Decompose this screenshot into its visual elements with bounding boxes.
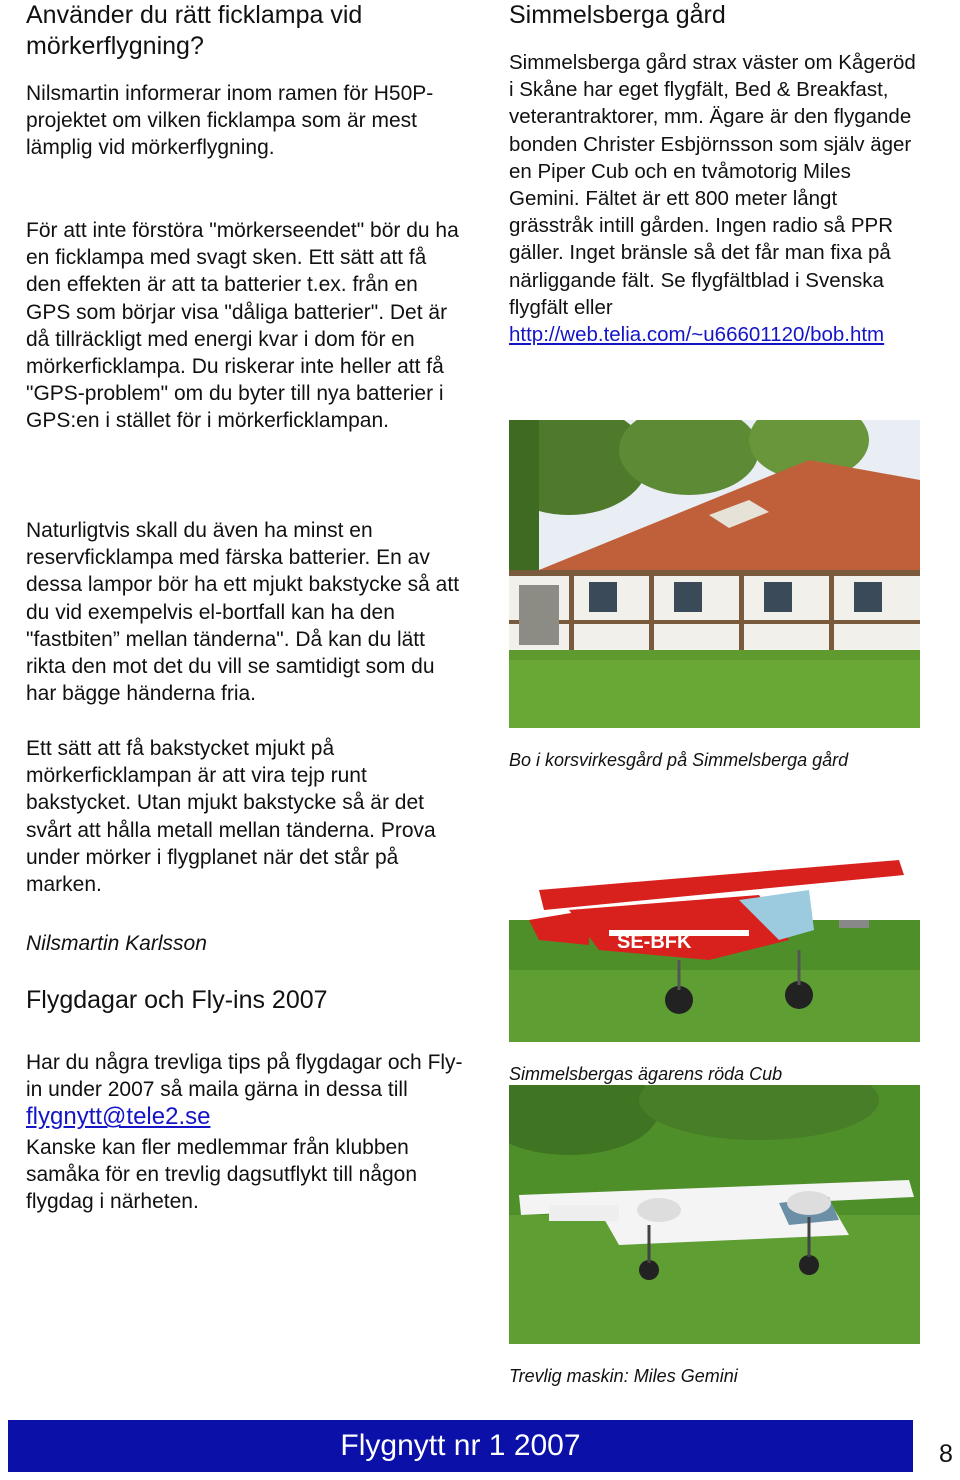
farmhouse-photo bbox=[509, 420, 920, 728]
paragraph-carpool: Kanske kan fler medlemmar från klubben samåka för en trevlig dagsutflykt till någon flygdag i närheten. bbox=[26, 1136, 418, 1214]
article-author: Nilsmartin Karlsson bbox=[26, 932, 207, 955]
caption-farmhouse: Bo i korsvirkesgård på Simmelsberga gård bbox=[509, 750, 849, 770]
farmhouse-illustration bbox=[509, 420, 920, 728]
paragraph-batteries: För att inte förstöra "mörkerseendet" bör du ha en ficklampa med svagt sken. Ett sätt att få den effekten är att ta batterier t.ex. från en GPS som börjar visa "dåliga batterier". Det är då tillräckligt med energi kvar i dom för en mörkerficklampa. Du riskerar inte heller att få "GPS-problem" om du byter till nya batterier i GPS:en i stället för i mörkerficklampan. bbox=[26, 219, 459, 433]
miles-gemini-photo bbox=[509, 1085, 920, 1344]
paragraph-reserve-lamp: Naturligtvis skall du även ha minst en reservficklampa med färska batterier. En av dessa lampor bör ha ett mjukt bakstycke så att du vid exempelvis el-bortfall kan ha den "fastbiten” mellan tänderna". Då kan du lätt rikta den mot det du vill se samtidigt som du har bägge händerna fria. bbox=[26, 519, 460, 706]
paragraph-flydays bbox=[26, 1049, 466, 1132]
article-heading-flydays: Flygdagar och Fly-ins 2007 bbox=[26, 986, 328, 1014]
paragraph-tape-tip: Ett sätt att få bakstycket mjukt på mörkerficklampan är att vira tejp runt bakstycket. Utan mjukt bakstycke så är det svårt att hålla metall mellan tänderna. Prova under mörker i flygplanet när det står på marken. bbox=[26, 737, 436, 897]
caption-miles-gemini: Trevlig maskin: Miles Gemini bbox=[509, 1366, 738, 1386]
article-heading-simmelsberga: Simmelsberga gård bbox=[509, 1, 726, 29]
paragraph-flydays-text: Har du några trevliga tips på flygdagar och Fly-in under 2007 så maila gärna in dessa till bbox=[26, 1051, 463, 1102]
page-number: 8 bbox=[939, 1440, 953, 1468]
caption-red-cub: Simmelsbergas ägarens röda Cub bbox=[509, 1064, 783, 1084]
red-cub-photo bbox=[509, 770, 920, 1042]
footer-banner: Flygnytt nr 1 2007 bbox=[8, 1420, 913, 1472]
red-cub-illustration bbox=[509, 770, 920, 1042]
paragraph-simmelsberga bbox=[509, 49, 924, 348]
email-link[interactable]: flygnytt@tele2.se bbox=[26, 1103, 211, 1131]
paragraph-simmelsberga-text: Simmelsberga gård strax väster om Kågeröd i Skåne har eget flygfält, Bed & Breakfast, veterantraktorer, mm. Ägare är den flygande bonden Christer Esbjörnsson som själv äger en Piper Cub och en tvåmotorig Miles Gemini. Fältet är ett 800 meter långt grässtråk intill gården. Ingen radio så PPR gäller. Inget bränsle så det får man fixa på närliggande fält. Se flygfältblad i Svenska flygfält eller bbox=[509, 51, 916, 319]
miles-gemini-illustration bbox=[509, 1085, 920, 1344]
paragraph-intro: Nilsmartin informerar inom ramen för H50P-projektet om vilken ficklampa som är mest lämplig vid mörkerflygning. bbox=[26, 82, 434, 160]
aircraft-registration: SE-BFK bbox=[617, 931, 692, 953]
website-link[interactable]: http://web.telia.com/~u66601120/bob.htm bbox=[509, 323, 885, 347]
article-heading-flashlight: Använder du rätt ficklampa vid mörkerflygning? bbox=[26, 1, 363, 60]
